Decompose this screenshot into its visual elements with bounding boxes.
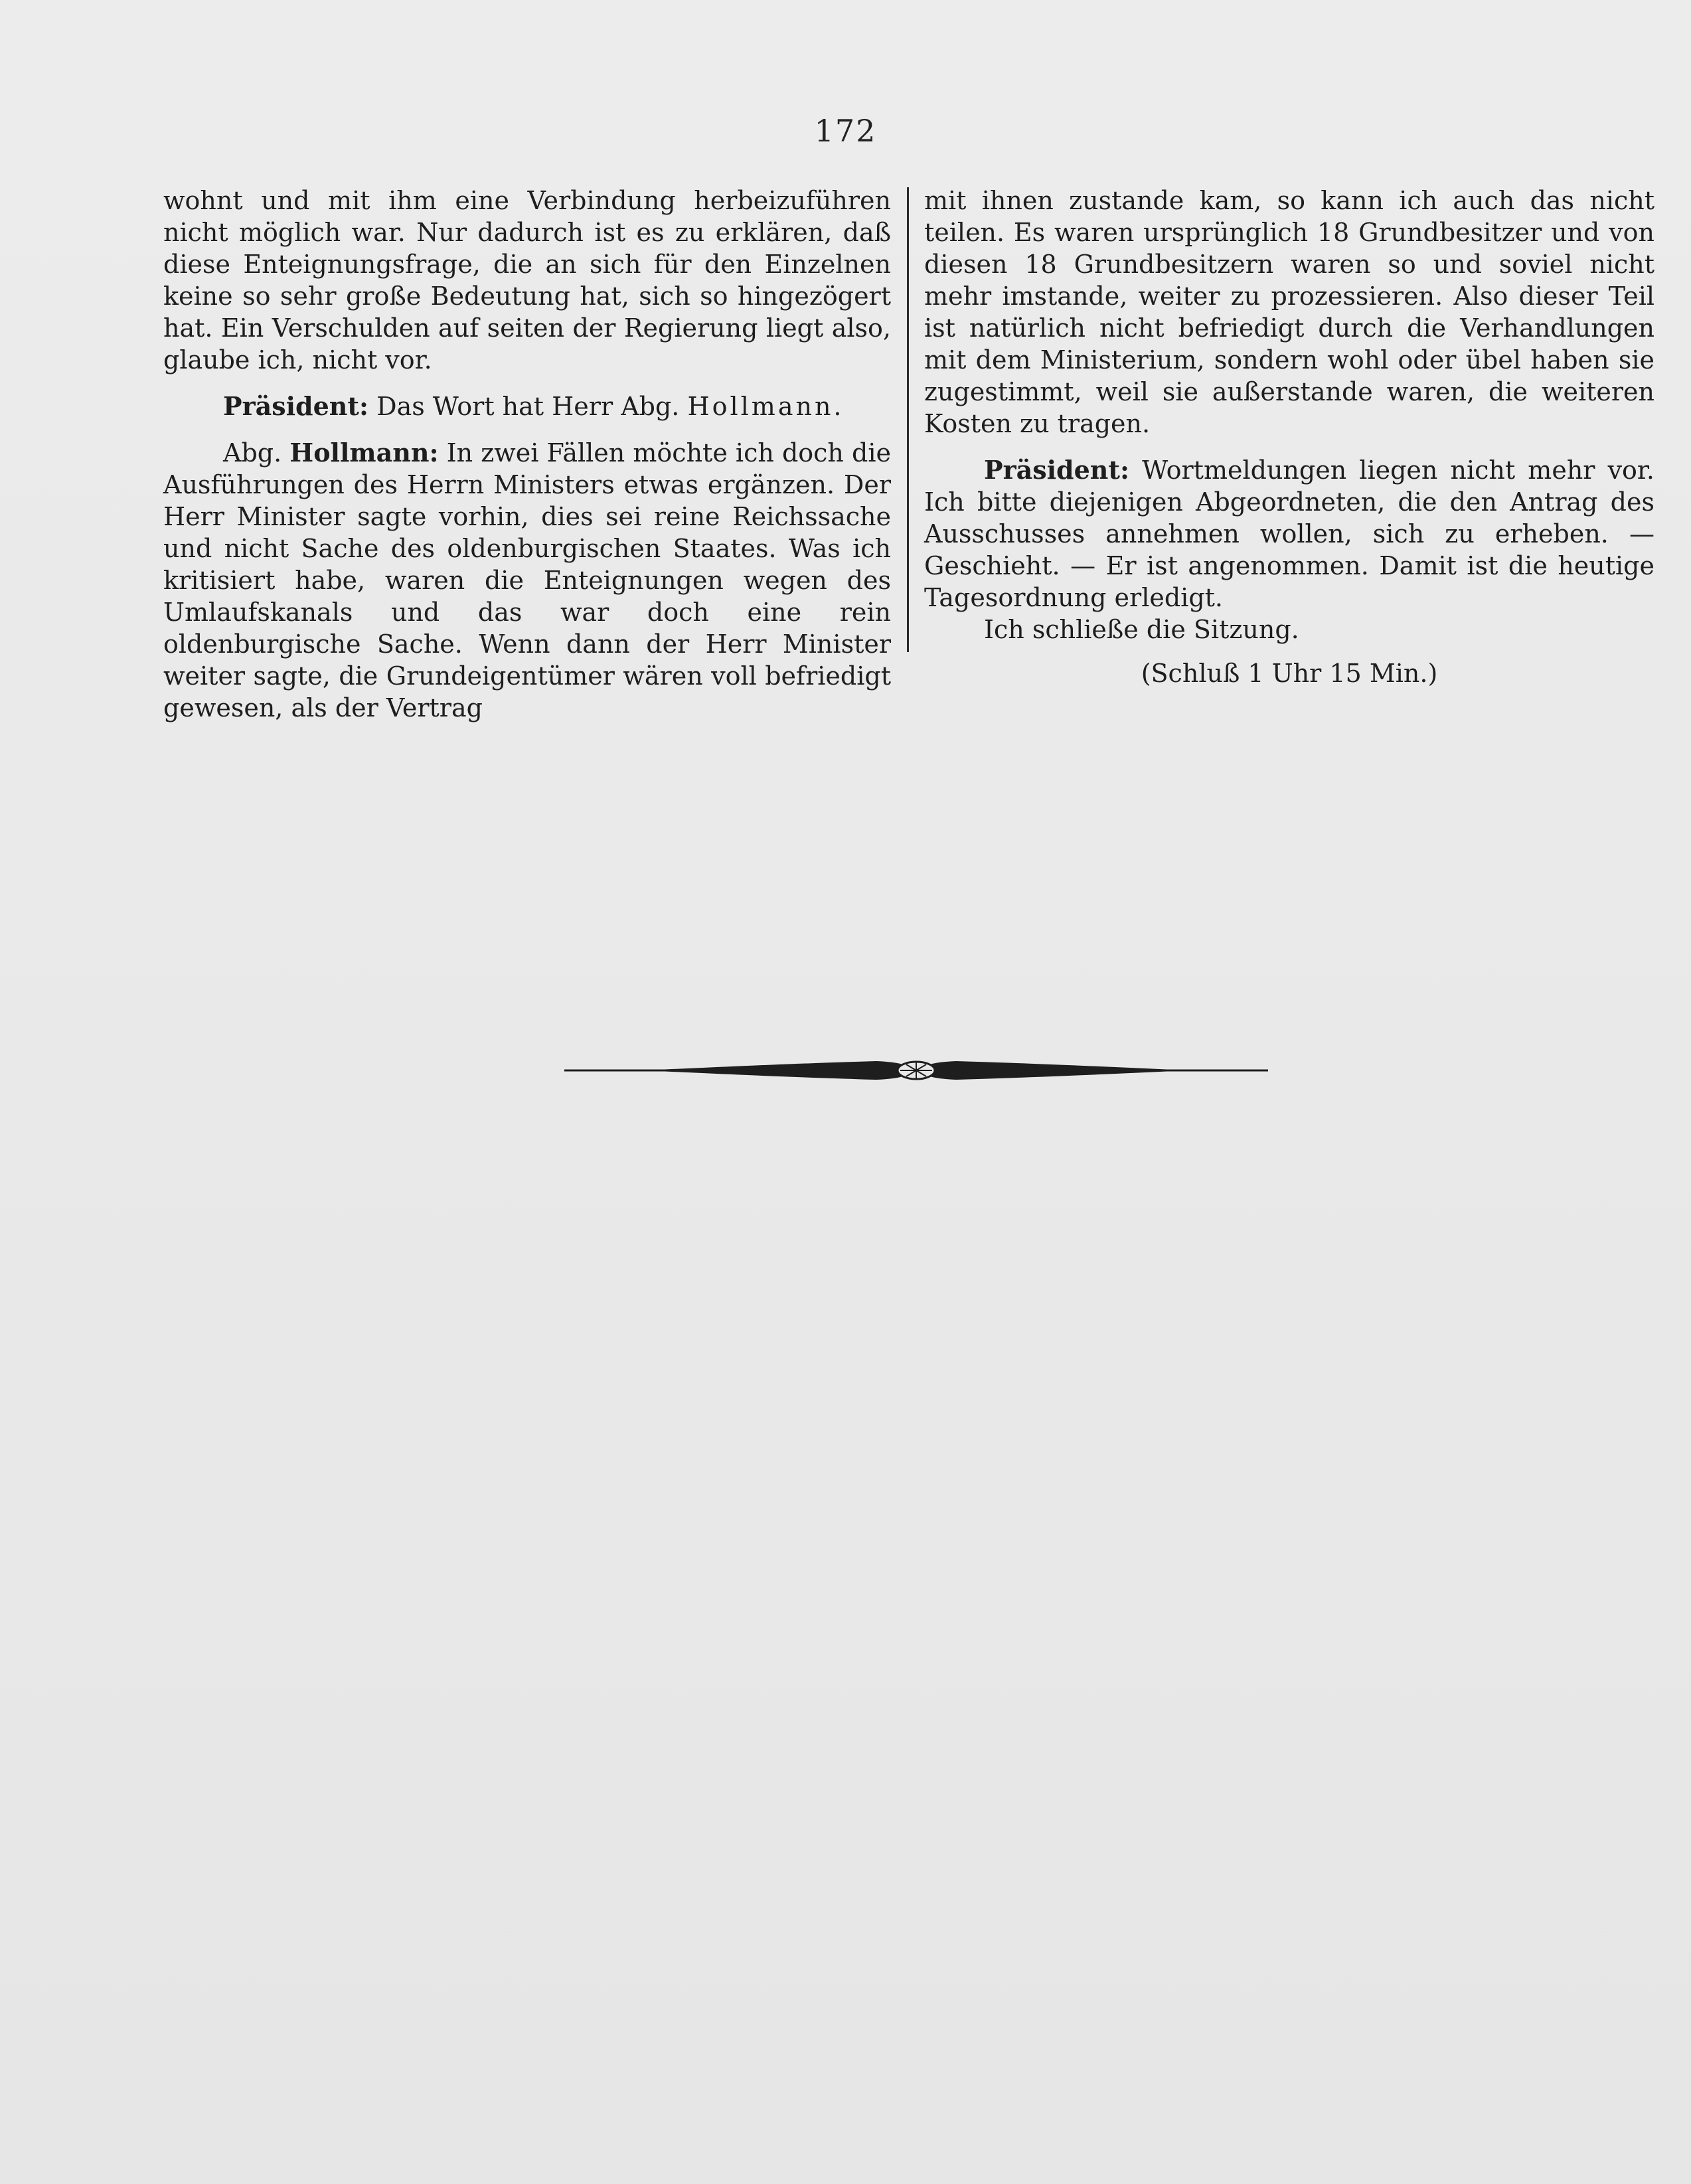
divider-ornament-icon — [564, 1044, 1268, 1097]
left-paragraph-3 — [163, 437, 891, 724]
right-paragraph-2 — [924, 454, 1654, 614]
page-number: 172 — [814, 113, 877, 149]
left-column — [163, 185, 891, 724]
left-paragraph-3-text: In zwei Fällen möchte ich doch die Ausführungen des Herrn Ministers etwas ergänzen. Der Herr Minister sagte vorhin, dies sei reine Reichssache und nicht Sache des oldenburgischen Staates. Was ich kritisiert habe, waren die Enteignungen wegen des Umlaufskanals und das war doch eine rein oldenburgische Sache. Wenn dann der Herr Minister weiter sagte, die Grundeigentümer wären voll befriedigt gewesen, als der Vertrag — [163, 438, 891, 722]
left-paragraph-2-text: Das Wort hat Herr Abg. — [376, 392, 680, 421]
abg-prefix: Abg. — [223, 438, 282, 467]
speaker-label-president-2: Präsident: — [984, 455, 1130, 485]
left-paragraph-2 — [163, 390, 891, 422]
speaker-name-hollmann: Hollmann. — [687, 392, 845, 421]
right-paragraph-1: mit ihnen zustande kam, so kann ich auch das nicht teilen. Es waren ursprünglich 18 Grundbesitzer und von diesen 18 Grundbesitzern waren so und soviel nicht mehr imstande, weiter zu prozessieren. Also dieser Teil ist natürlich nicht befriedigt durch die Verhandlungen mit dem Ministerium, sondern wohl oder übel haben sie zugestimmt, weil sie außerstande waren, die weiteren Kosten zu tragen. — [924, 186, 1654, 438]
right-column — [924, 185, 1654, 689]
session-closing-note: (Schluß 1 Uhr 15 Min.) — [1141, 659, 1438, 688]
column-divider — [907, 187, 909, 652]
speaker-label-president: Präsident: — [223, 391, 369, 421]
speaker-label-hollmann: Hollmann: — [289, 438, 439, 467]
left-paragraph-1: wohnt und mit ihm eine Verbindung herbeizuführen nicht möglich war. Nur dadurch ist es zu erklären, daß diese Enteignungsfrage, die an sich für den Einzelnen keine so sehr große Bedeutung hat, sich so hingezögert hat. Ein Verschulden auf seiten der Regierung liegt also, glaube ich, nicht vor. — [163, 186, 891, 375]
right-paragraph-2-text: Wortmeldungen liegen nicht mehr vor. Ich bitte diejenigen Abgeordneten, die den Antrag des Ausschusses annehmen wollen, sich zu erheben. — Geschieht. — Er ist angenommen. Damit ist die heutige Tagesordnung erledigt. — [924, 456, 1654, 612]
right-paragraph-3: Ich schließe die Sitzung. — [984, 615, 1299, 644]
